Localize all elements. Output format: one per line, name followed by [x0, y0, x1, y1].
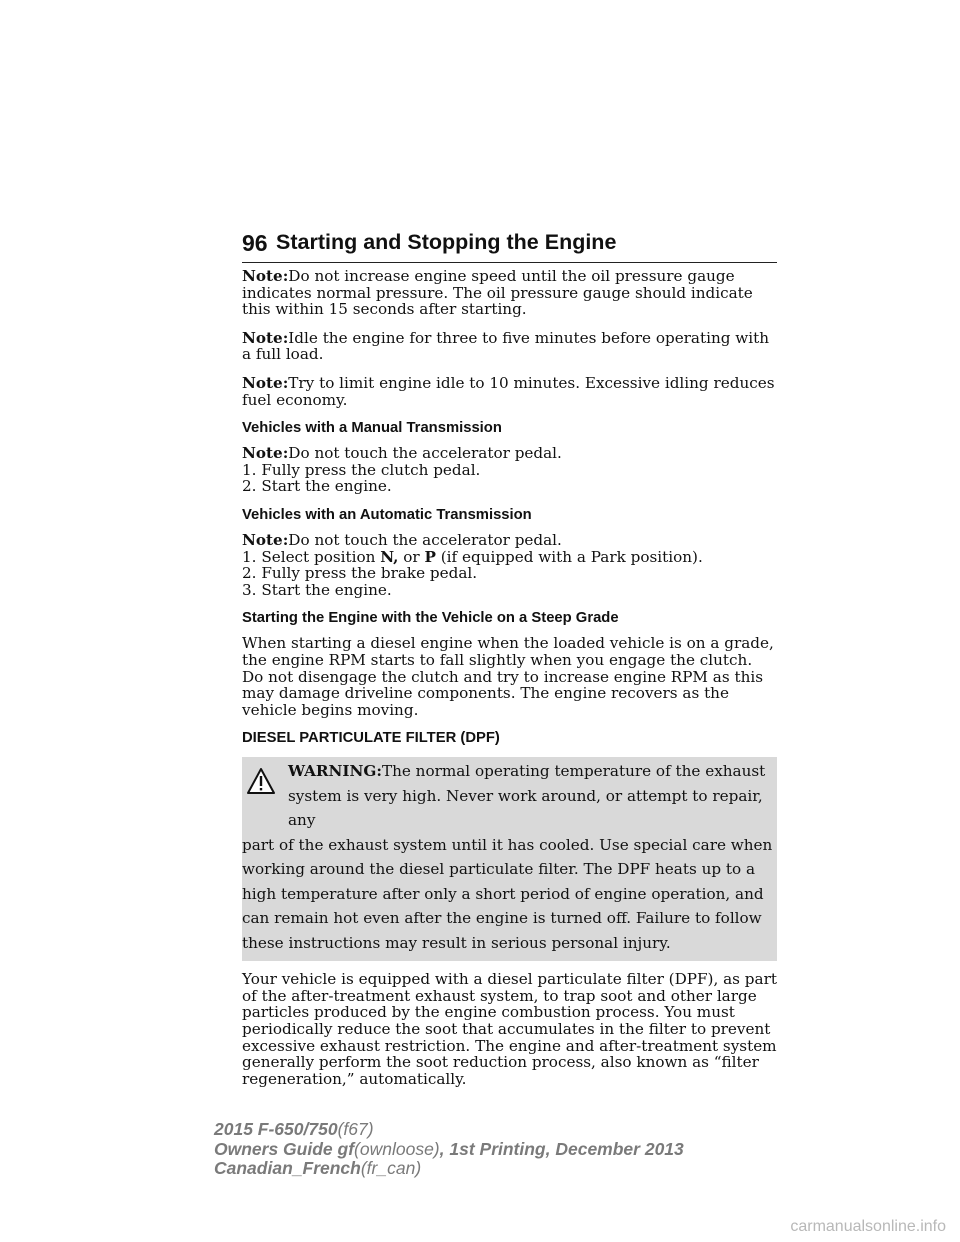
automatic-heading: Vehicles with an Automatic Transmission: [242, 506, 532, 523]
dpf-text: Your vehicle is equipped with a diesel particulate filter (DPF), as part of the after-treatment exhaust system, to trap soot and other large particles produced by the engine combustion process. You must periodically reduce the soot that accumulates in the filter to prevent excessive exhaust restriction. The engine and after-treatment system generally perform the soot reduction process, also known as “filter regeneration,” automatically.: [242, 970, 777, 1088]
list-item: 1. Fully press the clutch pedal.: [242, 460, 481, 479]
warning-triangle-icon: [246, 767, 276, 795]
steep-grade-heading: Starting the Engine with the Vehicle on a Steep Grade: [242, 610, 619, 627]
page-title: Starting and Stopping the Engine: [276, 230, 617, 254]
steep-grade-text: When starting a diesel engine when the loaded vehicle is on a grade, the engine RPM starts to fall slightly when you engage the clutch. Do not disengage the clutch and try to increase engine RPM as this may damage driveline components. The engine recovers as the vehicle begins moving.: [242, 634, 774, 719]
manual-steps: [242, 445, 777, 495]
warning-box: WARNING:The normal operating temperature of the exhaust system is very high. Never work around, or attempt to repair, any part of the exhaust system until it has cooled. Use special care when working around the diesel particulate filter. The DPF heats up to a high temperature after only a short period of engine operation, and can remain hot even after the engine is turned off. Failure to follow these instructions may result in serious personal injury.: [242, 757, 777, 961]
note-idle: Note:Idle the engine for three to five minutes before operating with a full load.: [242, 328, 770, 364]
watermark: carmanualsonline.info: [790, 1218, 946, 1235]
automatic-steps: [242, 532, 777, 598]
list-item: 2. Fully press the brake pedal.: [242, 564, 478, 583]
print-footer: 2015 F-650/750(f67) Owners Guide gf(ownloose), 1st Printing, December 2013 Canadian_French(fr_can): [214, 1119, 684, 1178]
list-item: 3. Start the engine.: [242, 580, 392, 599]
manual-heading: Vehicles with a Manual Transmission: [242, 420, 502, 437]
list-item: 1. Select position N, or P (if equipped with a Park position).: [242, 547, 703, 566]
list-item: 2. Start the engine.: [242, 477, 392, 496]
manual-note: Note:Do not touch the accelerator pedal.: [242, 444, 562, 463]
page-header: [242, 228, 777, 263]
note-idle-limit: Note:Try to limit engine idle to 10 minutes. Excessive idling reduces fuel economy.: [242, 373, 775, 409]
page-content: [242, 268, 777, 1099]
page-number: 96: [242, 230, 268, 256]
note-oil-pressure: Note:Do not increase engine speed until the oil pressure gauge indicates normal pressure. The oil pressure gauge should indicate this within 15 seconds after starting.: [242, 267, 753, 319]
automatic-note: Note:Do not touch the accelerator pedal.: [242, 530, 562, 549]
dpf-heading: DIESEL PARTICULATE FILTER (DPF): [242, 730, 500, 747]
warning-text: part of the exhaust system until it has cooled. Use special care when working around the diesel particulate filter. The DPF heats up to a high temperature after only a short period of engine operation, and can remain hot even after the engine is turned off. Failure to follow these instructions may result in serious personal injury.: [242, 835, 773, 952]
warning-label: WARNING:: [288, 762, 382, 781]
